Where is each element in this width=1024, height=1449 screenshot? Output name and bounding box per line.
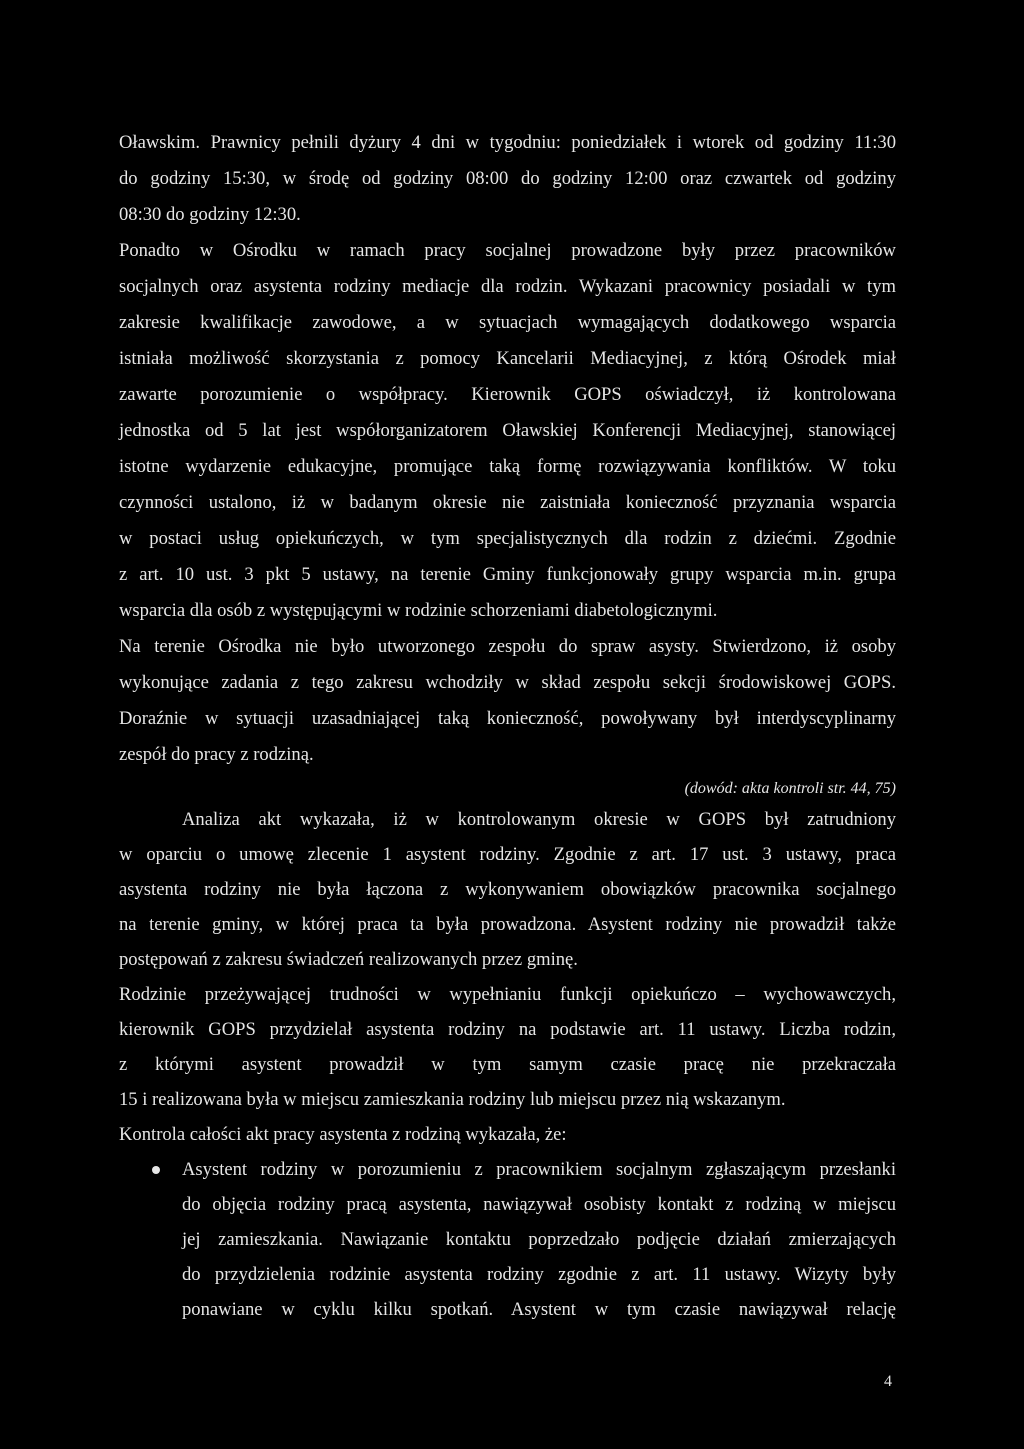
text-line: socjalnych oraz asystenta rodziny mediacje dla rodzin. Wykazani pracownicy posiadali w tym [119, 276, 896, 297]
text-line: Rodzinie przeżywającej trudności w wypełnianiu funkcji opiekuńczo – wychowawczych, [119, 984, 896, 1005]
text-line: z którymi asystent prowadził w tym samym czasie pracę nie przekraczała [119, 1054, 896, 1075]
text-line: kierownik GOPS przydzielał asystenta rodziny na podstawie art. 11 ustawy. Liczba rodzin, [119, 1019, 896, 1040]
text-line: istniała możliwość skorzystania z pomocy Kancelarii Mediacyjnej, z którą Ośrodek miał [119, 348, 896, 369]
text-line: z art. 10 ust. 3 pkt 5 ustawy, na terenie Gminy funkcjonowały grupy wsparcia m.in. grupa [119, 564, 896, 585]
text-line: Analiza akt wykazała, iż w kontrolowanym okresie w GOPS był zatrudniony [182, 809, 896, 830]
text-line: Doraźnie w sytuacji uzasadniającej taką konieczność, powoływany był interdyscyplinarny [119, 708, 896, 729]
list-item-line: jej zamieszkania. Nawiązanie kontaktu poprzedzało podjęcie działań zmierzających [182, 1229, 896, 1250]
text-line: w postaci usług opiekuńczych, w tym specjalistycznych dla rodzin z dziećmi. Zgodnie [119, 528, 896, 549]
text-line: Oławskim. Prawnicy pełnili dyżury 4 dni w tygodniu: poniedziałek i wtorek od godziny 11:30 [119, 132, 896, 153]
text-line: wsparcia dla osób z występującymi w rodzinie schorzeniami diabetologicznymi. [119, 600, 718, 621]
text-line: w oparciu o umowę zlecenie 1 asystent rodziny. Zgodnie z art. 17 ust. 3 ustawy, praca [119, 844, 896, 865]
text-line: zespół do pracy z rodziną. [119, 744, 314, 765]
bullet-icon [152, 1166, 160, 1174]
text-line: Kontrola całości akt pracy asystenta z rodziną wykazała, że: [119, 1124, 567, 1145]
text-line: Na terenie Ośrodka nie było utworzonego zespołu do spraw asysty. Stwierdzono, iż osoby [119, 636, 896, 657]
list-item-line: Asystent rodziny w porozumieniu z pracownikiem socjalnym zgłaszającym przesłanki [182, 1159, 896, 1180]
text-line: postępowań z zakresu świadczeń realizowanych przez gminę. [119, 949, 578, 970]
text-line: istotne wydarzenie edukacyjne, promujące taką formę rozwiązywania konfliktów. W toku [119, 456, 896, 477]
list-item-line: ponawiane w cyklu kilku spotkań. Asystent w tym czasie nawiązywał relację [182, 1299, 896, 1320]
list-item-line: do przydzielenia rodzinie asystenta rodziny zgodnie z art. 11 ustawy. Wizyty były [182, 1264, 896, 1285]
text-line: na terenie gminy, w której praca ta była prowadzona. Asystent rodziny nie prowadził także [119, 914, 896, 935]
text-line: zawarte porozumienie o współpracy. Kierownik GOPS oświadczył, iż kontrolowana [119, 384, 896, 405]
list-item-line: do objęcia rodziny pracą asystenta, nawiązywał osobisty kontakt z rodziną w miejscu [182, 1194, 896, 1215]
text-line: 15 i realizowana była w miejscu zamieszkania rodziny lub miejscu przez nią wskazanym. [119, 1089, 786, 1110]
proof-reference: (dowód: akta kontroli str. 44, 75) [684, 780, 896, 797]
text-line: jednostka od 5 lat jest współorganizatorem Oławskiej Konferencji Mediacyjnej, stanowiącej [119, 420, 896, 441]
text-line: asystenta rodziny nie była łączona z wykonywaniem obowiązków pracownika socjalnego [119, 879, 896, 900]
page-number: 4 [884, 1373, 892, 1390]
text-line: Ponadto w Ośrodku w ramach pracy socjalnej prowadzone były przez pracowników [119, 240, 896, 261]
text-line: zakresie kwalifikacje zawodowe, a w sytuacjach wymagających dodatkowego wsparcia [119, 312, 896, 333]
text-line: do godziny 15:30, w środę od godziny 08:00 do godziny 12:00 oraz czwartek od godziny [119, 168, 896, 189]
text-line: wykonujące zadania z tego zakresu wchodziły w skład zespołu sekcji środowiskowej GOPS. [119, 672, 896, 693]
text-line: czynności ustalono, iż w badanym okresie nie zaistniała konieczność przyznania wsparcia [119, 492, 896, 513]
text-line: 08:30 do godziny 12:30. [119, 204, 301, 225]
